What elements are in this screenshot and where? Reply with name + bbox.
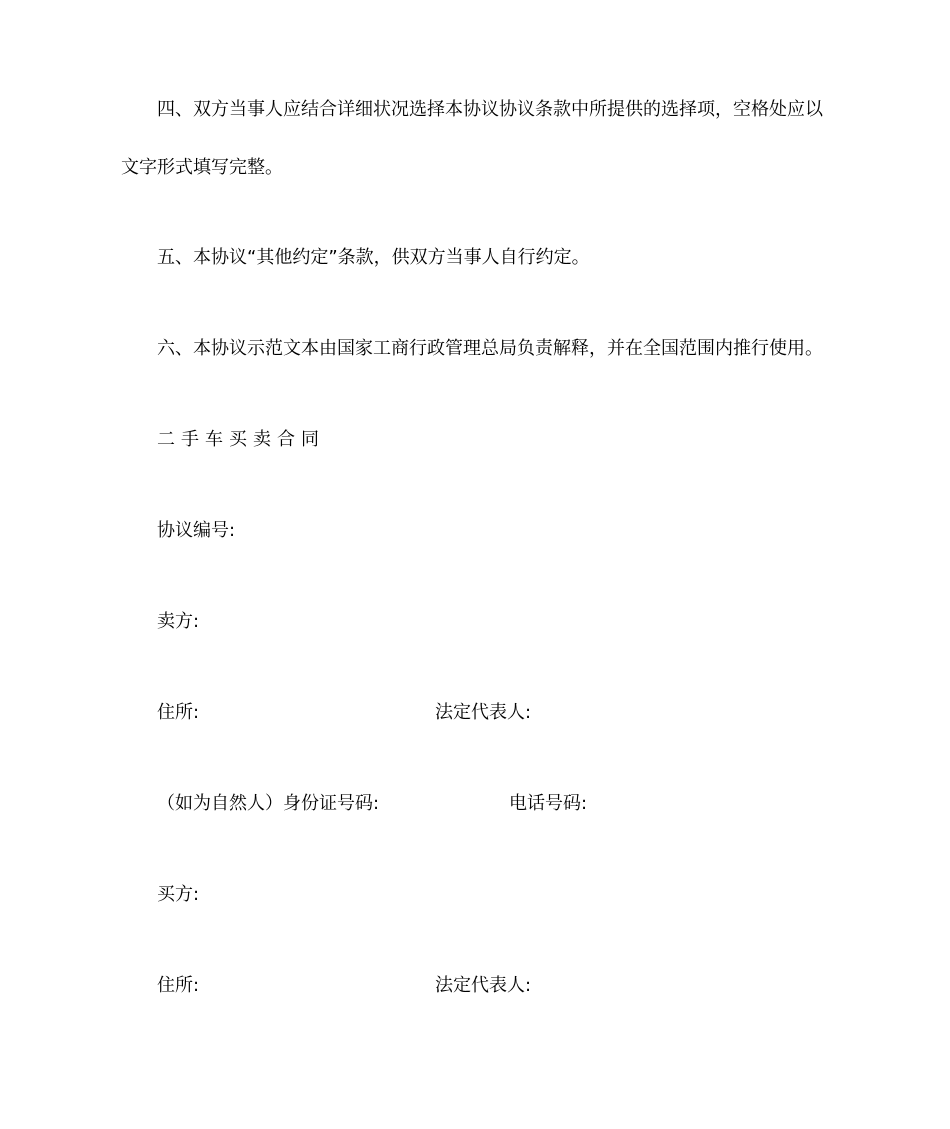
paragraph-4-line-1: 四、双方当事人应结合详细状况选择本协议协议条款中所提供的选择项，空格处应以	[157, 99, 823, 120]
seller-legal-rep-label: 法定代表人:	[435, 702, 532, 723]
buyer-label: 买方:	[157, 884, 200, 905]
seller-id-number-label: （如为自然人）身份证号码:	[157, 793, 380, 814]
seller-phone-label: 电话号码:	[509, 793, 588, 814]
agreement-number-label: 协议编号:	[157, 520, 236, 541]
paragraph-4-line-2: 文字形式填写完整。	[121, 157, 283, 178]
paragraph-5: 五、本协议“其他约定”条款，供双方当事人自行约定。	[157, 247, 590, 268]
buyer-address-label: 住所:	[157, 975, 200, 996]
paragraph-6: 六、本协议示范文本由国家工商行政管理总局负责解释，并在全国范围内推行使用。	[157, 338, 823, 359]
contract-title: 二手车买卖合同	[157, 429, 325, 450]
buyer-legal-rep-label: 法定代表人:	[435, 975, 532, 996]
seller-label: 卖方:	[157, 611, 200, 632]
seller-address-label: 住所:	[157, 702, 200, 723]
